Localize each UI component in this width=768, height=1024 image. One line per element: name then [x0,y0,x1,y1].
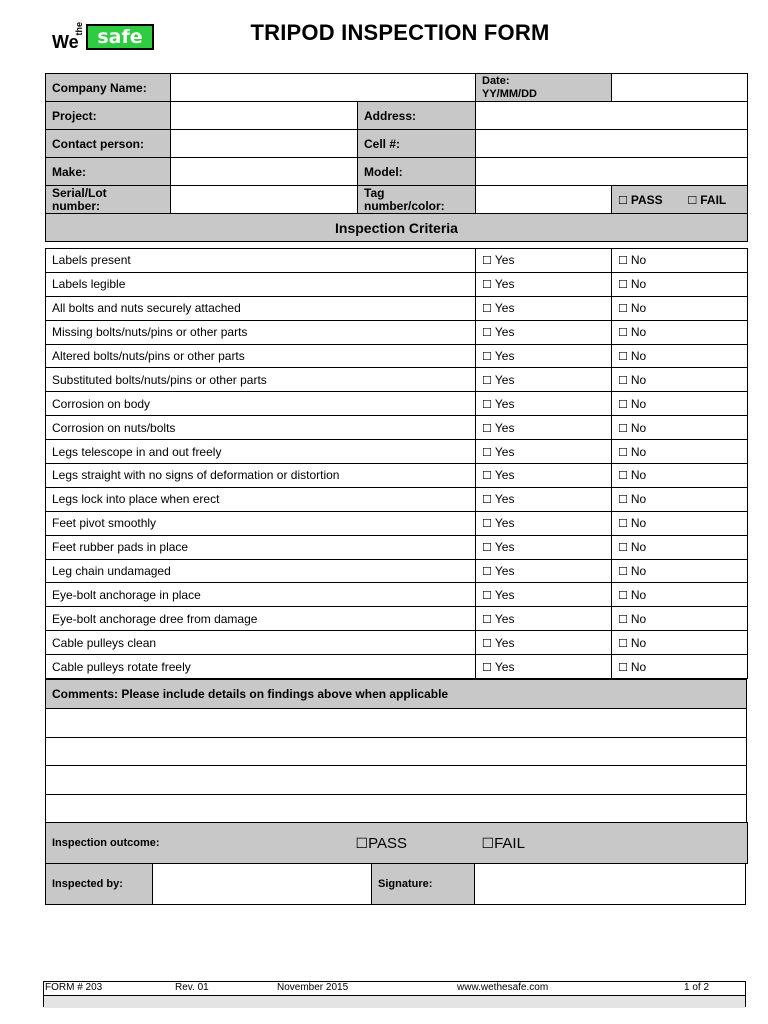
criteria-label: Feet rubber pads in place [46,535,476,559]
checkbox-icon: ☐ [482,588,492,602]
checkbox-icon: ☐ [482,493,492,507]
checkbox-icon: ☐ [618,373,628,387]
criteria-row [46,631,748,655]
contact-person-field[interactable] [171,130,358,158]
criteria-no-checkbox[interactable]: ☐ No [612,583,748,607]
criteria-yes-checkbox[interactable]: ☐ Yes [476,655,612,679]
wethesafe-logo [52,20,162,56]
criteria-no-checkbox[interactable]: ☐ No [612,607,748,631]
criteria-row [46,344,748,368]
criteria-no-checkbox[interactable]: ☐ No [612,368,748,392]
criteria-row [46,249,748,273]
criteria-yes-checkbox[interactable]: ☐ Yes [476,487,612,511]
criteria-no-checkbox[interactable]: ☐ No [612,320,748,344]
criteria-row [46,607,748,631]
criteria-yes-checkbox[interactable]: ☐ Yes [476,392,612,416]
checkbox-icon: ☐ [618,660,628,674]
criteria-row [46,511,748,535]
criteria-row [46,440,748,464]
checkbox-icon: ☐ [618,421,628,435]
footer-form-number: FORM # 203 [45,982,103,993]
criteria-row [46,464,748,488]
checkbox-icon: ☐ [618,278,628,292]
footer-band [44,996,745,1008]
criteria-row [46,535,748,559]
cell-label: Cell #: [358,130,476,158]
footer-website: www.wethesafe.com [457,982,549,993]
criteria-no-checkbox[interactable]: ☐ No [612,464,748,488]
criteria-label: Legs telescope in and out freely [46,440,476,464]
logo-the: the [74,22,84,36]
criteria-yes-checkbox[interactable]: ☐ Yes [476,535,612,559]
checkbox-icon: ☐ [482,660,492,674]
tag-label: Tag number/color: [358,186,476,214]
criteria-no-checkbox[interactable]: ☐ No [612,249,748,273]
criteria-label: Feet pivot smoothly [46,511,476,535]
criteria-yes-checkbox[interactable]: ☐ Yes [476,368,612,392]
criteria-row [46,392,748,416]
criteria-yes-checkbox[interactable]: ☐ Yes [476,272,612,296]
criteria-no-checkbox[interactable]: ☐ No [612,631,748,655]
checkbox-icon: ☐ [482,278,492,292]
signature-field[interactable] [475,864,746,905]
criteria-label: Eye-bolt anchorage dree from damage [46,607,476,631]
outcome-table [45,822,748,864]
checkbox-icon: ☐ [482,469,492,483]
company-name-label: Company Name: [46,74,171,102]
criteria-yes-checkbox[interactable]: ☐ Yes [476,296,612,320]
checkbox-icon: ☐ [618,445,628,459]
checkbox-icon: ☐ [618,636,628,650]
address-label: Address: [358,102,476,130]
date-field[interactable] [612,74,748,102]
criteria-label: Cable pulleys clean [46,631,476,655]
checkbox-icon: ☐ [618,517,628,531]
criteria-row [46,655,748,679]
criteria-label: All bolts and nuts securely attached [46,296,476,320]
comment-line[interactable] [46,794,747,823]
criteria-no-checkbox[interactable]: ☐ No [612,559,748,583]
criteria-yes-checkbox[interactable]: ☐ Yes [476,583,612,607]
page-footer [43,981,746,1007]
logo-we: We [52,32,79,52]
criteria-no-checkbox[interactable]: ☐ No [612,440,748,464]
criteria-row [46,583,748,607]
criteria-label: Legs straight with no signs of deformation or distortion [46,464,476,488]
pass-fail-cell [612,186,748,214]
checkbox-icon: ☐ [618,302,628,316]
date-label: Date: YY/MM/DD [476,74,612,102]
comments-heading: Comments: Please include details on findings above when applicable [46,680,747,709]
outcome-pass-checkbox[interactable]: ☐PASS [346,823,476,864]
outcome-fail-checkbox[interactable]: ☐FAIL [476,823,748,864]
checkbox-icon: ☐ [482,636,492,650]
criteria-row [46,559,748,583]
criteria-label: Substituted bolts/nuts/pins or other parts [46,368,476,392]
inspected-by-field[interactable] [153,864,372,905]
checkbox-icon: ☐ [482,421,492,435]
comment-line[interactable] [46,737,747,766]
inspection-outcome-label: Inspection outcome: [46,823,346,864]
checkbox-icon: ☐ [482,397,492,411]
criteria-no-checkbox[interactable]: ☐ No [612,392,748,416]
checkbox-icon: ☐ [482,350,492,363]
criteria-row [46,272,748,296]
criteria-label: Cable pulleys rotate freely [46,655,476,679]
model-label: Model: [358,158,476,186]
criteria-label: Leg chain undamaged [46,559,476,583]
logo-safe: safe [86,24,154,50]
signoff-table [45,863,746,905]
criteria-row [46,320,748,344]
criteria-no-checkbox[interactable]: ☐ No [612,511,748,535]
footer-date: November 2015 [277,982,349,993]
criteria-label: Labels present [46,249,476,273]
project-field[interactable] [171,102,358,130]
criteria-row [46,368,748,392]
checkbox-icon: ☐ [618,326,628,340]
comments-table [45,679,747,823]
criteria-yes-checkbox[interactable]: ☐ Yes [476,464,612,488]
checkbox-icon: ☐ [482,565,492,579]
criteria-no-checkbox[interactable]: ☐ No [612,487,748,511]
criteria-label: Eye-bolt anchorage in place [46,583,476,607]
checkbox-icon: ☐ [618,254,628,268]
criteria-yes-checkbox[interactable]: ☐ Yes [476,511,612,535]
criteria-label: Missing bolts/nuts/pins or other parts [46,320,476,344]
checkbox-icon: ☐ [618,565,628,579]
model-field[interactable] [476,158,748,186]
criteria-row [46,416,748,440]
footer-revision: Rev. 01 [175,982,209,993]
criteria-no-checkbox[interactable]: ☐ No [612,535,748,559]
checkbox-icon: ☐ [618,397,628,411]
header-table [45,73,748,242]
criteria-yes-checkbox[interactable]: ☐ Yes [476,249,612,273]
criteria-no-checkbox[interactable]: ☐ No [612,296,748,320]
checkbox-icon: ☐ [482,541,492,555]
criteria-row [46,487,748,511]
criteria-yes-checkbox[interactable]: ☐ Yes [476,607,612,631]
criteria-yes-checkbox[interactable]: ☐ Yes [476,344,612,368]
criteria-label: Labels legible [46,272,476,296]
comment-line[interactable] [46,766,747,795]
checkbox-icon: ☐ [618,588,628,602]
serial-lot-label: Serial/Lot number: [46,186,171,214]
company-name-field[interactable] [171,74,476,102]
criteria-yes-checkbox[interactable]: ☐ Yes [476,440,612,464]
contact-person-label: Contact person: [46,130,171,158]
inspection-criteria-heading: Inspection Criteria [46,214,748,242]
criteria-no-checkbox[interactable]: ☐ No [612,655,748,679]
inspected-by-label: Inspected by: [46,864,153,905]
checkbox-icon: ☐ [618,612,628,626]
cell-field[interactable] [476,130,748,158]
criteria-yes-checkbox[interactable]: ☐ Yes [476,416,612,440]
criteria-no-checkbox[interactable]: ☐ No [612,344,748,368]
criteria-label: Altered bolts/nuts/pins or other parts [46,344,476,368]
criteria-row [46,296,748,320]
criteria-table [45,248,748,679]
criteria-yes-checkbox[interactable]: ☐ Yes [476,559,612,583]
signature-label: Signature: [372,864,475,905]
criteria-label: Corrosion on nuts/bolts [46,416,476,440]
serial-lot-field[interactable] [171,186,358,214]
checkbox-icon: ☐ [618,541,628,555]
pass-checkbox[interactable]: ☐ PASS [618,192,663,207]
checkbox-icon: ☐ [482,517,492,531]
fail-checkbox[interactable]: ☐ FAIL [687,192,727,207]
make-label: Make: [46,158,171,186]
project-label: Project: [46,102,171,130]
criteria-label: Corrosion on body [46,392,476,416]
checkbox-icon: ☐ [618,350,628,363]
criteria-yes-checkbox[interactable]: ☐ Yes [476,631,612,655]
checkbox-icon: ☐ [482,612,492,626]
checkbox-icon: ☐ [482,326,492,340]
checkbox-icon: ☐ [618,493,628,507]
tag-field[interactable] [476,186,612,214]
criteria-no-checkbox[interactable]: ☐ No [612,416,748,440]
make-field[interactable] [171,158,358,186]
criteria-label: Legs lock into place when erect [46,487,476,511]
checkbox-icon: ☐ [482,373,492,387]
footer-page-number: 1 of 2 [684,982,710,993]
page-title: TRIPOD INSPECTION FORM [250,20,550,45]
checkbox-icon: ☐ [618,469,628,483]
address-field[interactable] [476,102,748,130]
checkbox-icon: ☐ [482,254,492,268]
checkbox-icon: ☐ [482,302,492,316]
criteria-yes-checkbox[interactable]: ☐ Yes [476,320,612,344]
comment-line[interactable] [46,709,747,738]
criteria-no-checkbox[interactable]: ☐ No [612,272,748,296]
checkbox-icon: ☐ [482,445,492,459]
